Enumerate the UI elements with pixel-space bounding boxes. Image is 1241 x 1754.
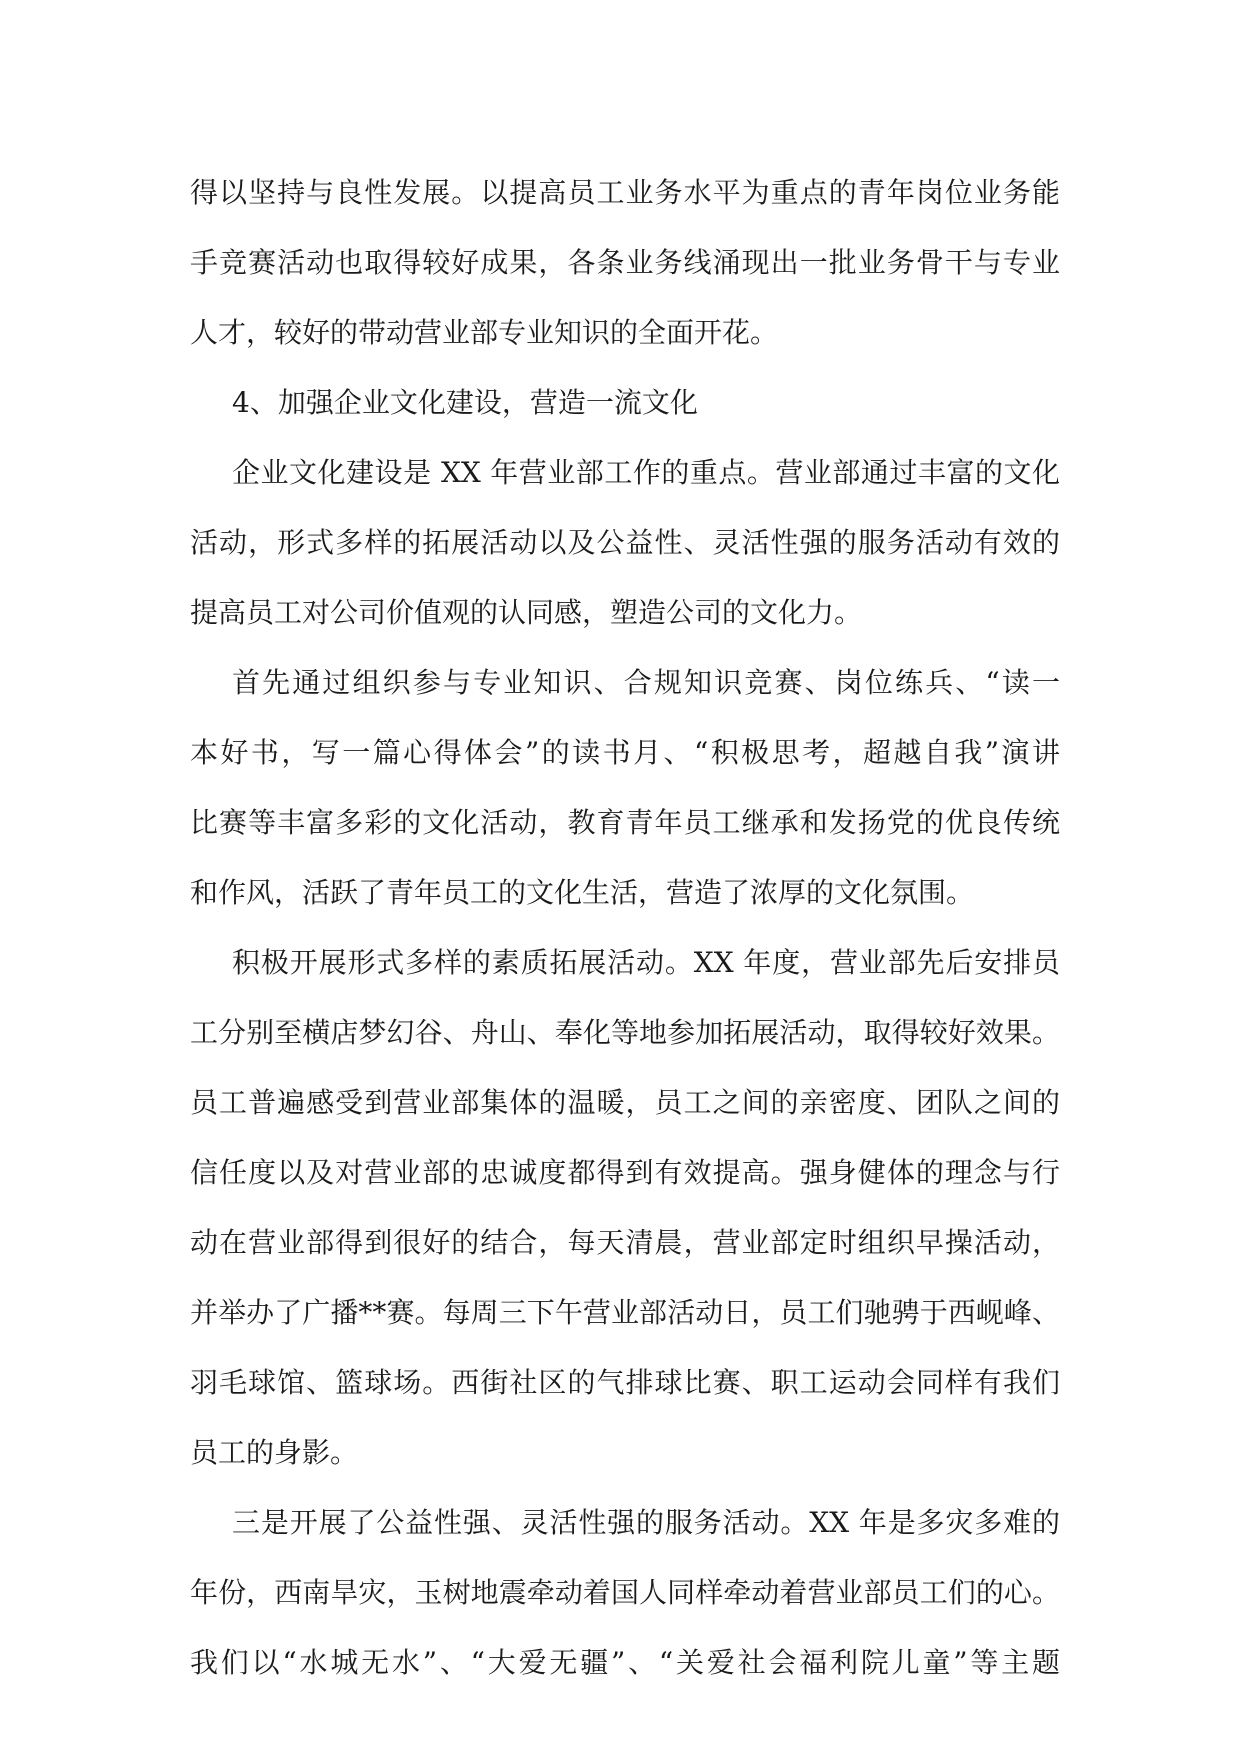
text-line: 本好书，写一篇心得体会”的读书月、“积极思考，超越自我”演讲 bbox=[190, 736, 1060, 769]
text-line: 首先通过组织参与专业知识、合规知识竞赛、岗位练兵、“读一 bbox=[232, 666, 1060, 699]
text-line: 4、加强企业文化建设，营造一流文化 bbox=[232, 386, 698, 419]
text-line: 和作风，活跃了青年员工的文化生活，营造了浓厚的文化氛围。 bbox=[190, 876, 975, 909]
text-line: 积极开展形式多样的素质拓展活动。XX 年度，营业部先后安排员 bbox=[232, 946, 1060, 979]
text-line: 信任度以及对营业部的忠诚度都得到有效提高。强身健体的理念与行 bbox=[190, 1156, 1060, 1189]
text-line: 年份，西南旱灾，玉树地震牵动着国人同样牵动着营业部员工们的心。 bbox=[190, 1576, 1060, 1609]
text-line: 活动，形式多样的拓展活动以及公益性、灵活性强的服务活动有效的 bbox=[190, 526, 1060, 559]
text-line: 比赛等丰富多彩的文化活动，教育青年员工继承和发扬党的优良传统 bbox=[190, 806, 1060, 839]
text-line: 羽毛球馆、篮球场。西街社区的气排球比赛、职工运动会同样有我们 bbox=[190, 1366, 1060, 1399]
text-line: 我们以“水城无水”、“大爱无疆”、“关爱社会福利院儿童”等主题 bbox=[190, 1646, 1060, 1679]
text-line: 并举办了广播**赛。每周三下午营业部活动日，员工们驰骋于西岘峰、 bbox=[190, 1296, 1060, 1329]
body-text bbox=[190, 158, 1060, 1698]
text-line: 三是开展了公益性强、灵活性强的服务活动。XX 年是多灾多难的 bbox=[232, 1506, 1060, 1539]
text-line: 提高员工对公司价值观的认同感，塑造公司的文化力。 bbox=[190, 596, 863, 629]
text-line: 员工普遍感受到营业部集体的温暖，员工之间的亲密度、团队之间的 bbox=[190, 1086, 1060, 1119]
text-line: 人才，较好的带动营业部专业知识的全面开花。 bbox=[190, 316, 779, 349]
text-line: 得以坚持与良性发展。以提高员工业务水平为重点的青年岗位业务能 bbox=[190, 176, 1060, 209]
text-line: 员工的身影。 bbox=[190, 1436, 359, 1469]
text-line: 动在营业部得到很好的结合，每天清晨，营业部定时组织早操活动， bbox=[190, 1226, 1060, 1259]
text-line: 企业文化建设是 XX 年营业部工作的重点。营业部通过丰富的文化 bbox=[232, 456, 1060, 489]
text-line: 工分别至横店梦幻谷、舟山、奉化等地参加拓展活动，取得较好效果。 bbox=[190, 1016, 1060, 1049]
text-line: 手竞赛活动也取得较好成果，各条业务线涌现出一批业务骨干与专业 bbox=[190, 246, 1060, 279]
